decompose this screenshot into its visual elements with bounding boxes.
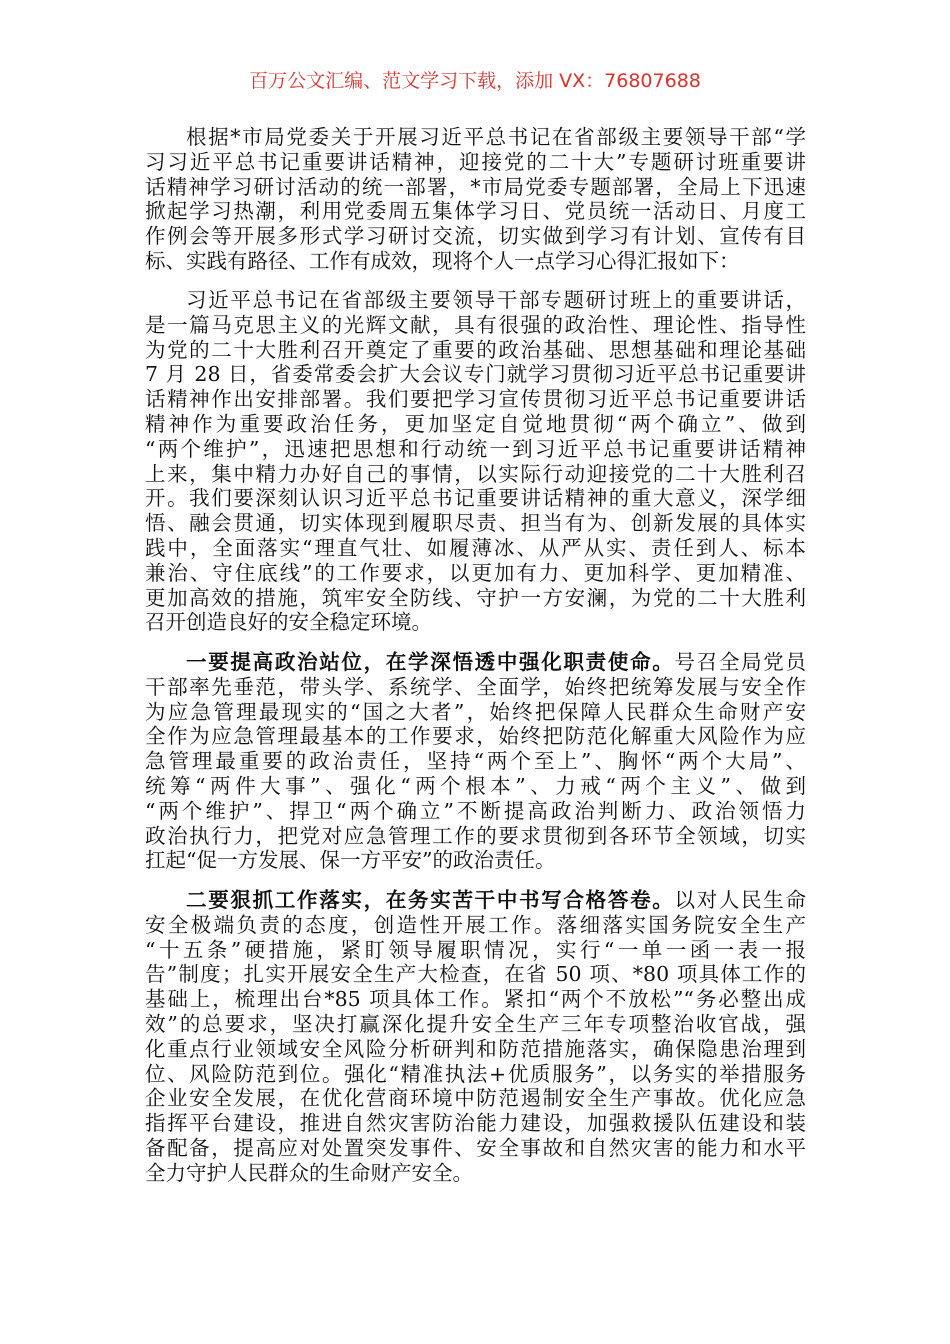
paragraph-text: 以对人民生命 (674, 888, 806, 912)
text-line: 全作为应急管理最基本的工作要求，始终把防范化解重大风险作为应 (145, 724, 806, 749)
text-line: “两个维护”，迅速把思想和行动统一到习近平总书记重要讲话精神 (145, 436, 806, 461)
paragraph-lead-heading: 一要提高政治站位，在学深悟透中强化职责使命。 (186, 650, 675, 674)
text-line: 是一篇马克思主义的光辉文献，具有很强的政治性、理论性、指导性 (145, 312, 806, 337)
text-line: 位、风险防范到位。强化“精准执法+优质服务”，以务实的举措服务 (145, 1061, 806, 1086)
text-line: 话精神作出安排部署。我们要把学习宣传贯彻习近平总书记重要讲话 (145, 387, 806, 412)
text-line: 7 月 28 日，省委常委会扩大会议专门就学习贯彻习近平总书记重要讲 (145, 362, 806, 387)
text-line: 兼治、守住底线”的工作要求，以更加有力、更加科学、更加精准、 (145, 560, 806, 585)
paragraph-lead-heading: 二要狠抓工作落实，在务实苦干中书写合格答卷。 (186, 888, 675, 912)
text-line: 全力守护人民群众的生命财产安全。 (145, 1160, 473, 1185)
text-line: 话精神学习研讨活动的统一部署，*市局党委专题部署，全局上下迅速 (145, 174, 806, 199)
text-line: 作例会等开展多形式学习研讨交流，切实做到学习有计划、宣传有目 (145, 224, 806, 249)
paragraph-intro (145, 125, 806, 274)
text-line: 召开创造良好的安全稳定环境。 (145, 610, 432, 635)
text-line: 悟、融会贯通，切实体现到履职尽责、担当有为、创新发展的具体实 (145, 511, 806, 536)
text-line: 开。我们要深刻认识习近平总书记重要讲话精神的重大意义，深学细 (145, 486, 806, 511)
paragraph-work-implementation (145, 888, 806, 1186)
text-line: 上来，集中精力办好自己的事情，以实际行动迎接党的二十大胜利召 (145, 461, 806, 486)
text-line: 干部率先垂范，带头学、系统学、全面学，始终把统筹发展与安全作 (145, 674, 806, 699)
paragraph-speech-significance (145, 288, 806, 635)
text-line: “两个维护”、捍卫“两个确立”不断提高政治判断力、政治领悟力 (145, 798, 806, 823)
text-line: 为应急管理最现实的“国之大者”，始终把保障人民群众生命财产安 (145, 699, 806, 724)
paragraph-text: 号召全局党员 (674, 650, 806, 674)
text-line: 扛起“促一方发展、保一方平安”的政治责任。 (145, 848, 556, 873)
text-line: 习习近平总书记重要讲话精神，迎接党的二十大”专题研讨班重要讲 (145, 149, 806, 174)
text-line: 基础上，梳理出台*85 项具体工作。紧扣“两个不放松”“务必整出成 (145, 987, 806, 1012)
text-line: 效”的总要求，坚决打赢深化提升安全生产三年专项整治收官战，强 (145, 1011, 806, 1036)
text-line: 习近平总书记在省部级主要领导干部专题研讨班上的重要讲话， (186, 288, 806, 312)
text-line: 急管理最重要的政治责任，坚持“两个至上”、胸怀“两个大局”、 (145, 749, 806, 774)
text-line: 备配备，提高应对处置突发事件、安全事故和自然灾害的能力和水平 (145, 1135, 806, 1160)
text-line: 精神作为重要政治任务，更加坚定自觉地贯彻“两个确立”、做到 (145, 411, 806, 436)
text-line: 安全极端负责的态度，创造性开展工作。落细落实国务院安全生产 (145, 912, 806, 937)
watermark-banner: 百万公文汇编、范文学习下载，添加 VX：76807688 (249, 70, 701, 92)
text-line: 企业安全发展，在优化营商环境中防范遏制安全生产事故。优化应急 (145, 1086, 806, 1111)
text-line: 政治执行力，把党对应急管理工作的要求贯彻到各环节全领域，切实 (145, 823, 806, 848)
text-line: 更加高效的措施，筑牢安全防线、守护一方安澜，为党的二十大胜利 (145, 585, 806, 610)
text-line: 标、实践有路径、工作有成效，现将个人一点学习心得汇报如下： (145, 248, 740, 273)
text-line: 化重点行业领域安全风险分析研判和防范措施落实，确保隐患治理到 (145, 1036, 806, 1061)
paragraph-political-stance (145, 650, 806, 873)
text-line: 掀起学习热潮，利用党委周五集体学习日、党员统一活动日、月度工 (145, 199, 806, 224)
text-line: 践中，全面落实“理直气壮、如履薄冰、从严从实、责任到人、标本 (145, 535, 806, 560)
text-line: 指挥平台建设，推进自然灾害防治能力建设，加强救援队伍建设和装 (145, 1111, 806, 1136)
text-line: 根据*市局党委关于开展习近平总书记在省部级主要领导干部“学 (186, 125, 806, 149)
text-line: 为党的二十大胜利召开奠定了重要的政治基础、思想基础和理论基础 (145, 337, 806, 362)
paragraph-first-line (145, 650, 806, 675)
paragraph-first-line (145, 888, 806, 913)
text-line: 告”制度；扎实开展安全生产大检查，在省 50 项、*80 项具体工作的 (145, 962, 806, 987)
text-line: 统筹“两件大事”、强化“两个根本”、力戒“两个主义”、做到 (145, 773, 806, 798)
text-line: “十五条”硬措施，紧盯领导履职情况，实行“一单一函一表一报 (145, 937, 806, 962)
